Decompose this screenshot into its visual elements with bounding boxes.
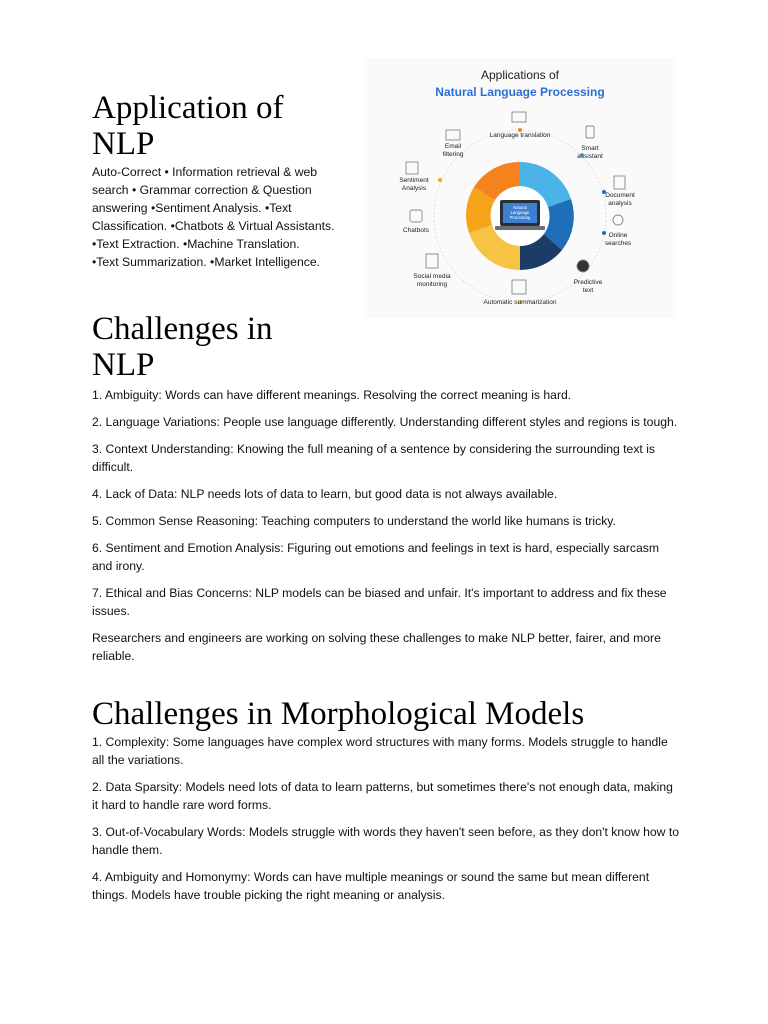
list-item: 7. Ethical and Bias Concerns: NLP models can be biased and unfair. It's important to address and fix these issues. [92,586,667,618]
label-predictive-text: text [582,287,594,294]
text-line: •Text Summarization. •Market Intelligence. [92,255,320,269]
label-predictive-text: Predictive [573,279,603,286]
list-item: 5. Common Sense Reasoning: Teaching computers to understand the world like humans is tricky. [92,514,616,528]
center-text-line: Processing [509,215,531,220]
title-line: NLP [92,347,155,383]
section-title-morphological-models: Challenges in Morphological Models [92,696,585,732]
title-line: Challenges in [92,311,273,347]
label-sentiment-analysis: Sentiment [399,177,429,184]
list-item: 1. Complexity: Some languages have complex word structures with many forms. Models struggle to handle all the variations. [92,735,668,767]
closing-paragraph: Researchers and engineers are working on solving these challenges to make NLP better, fairer, and more reliable. [92,631,661,663]
donut-ring [466,162,574,270]
label-online-searches: searches [604,240,632,247]
label-smart-assistant: Smart [581,145,599,152]
list-item: 2. Language Variations: People use language differently. Understanding different styles and regions is tough. [92,415,678,429]
label-document-analysis: Document [605,192,635,199]
label-email-filtering: Email [444,143,462,150]
list-item: 1. Ambiguity: Words can have different meanings. Resolving the correct meaning is hard. [92,388,572,402]
challenges-nlp-list [92,386,682,674]
center-text-line: Natural [513,205,527,210]
predictive-text-icon [577,260,589,272]
text-line: search • Grammar correction & Question [92,183,312,197]
label-social-media-monitoring: monitoring [416,281,448,288]
section-title-applications [92,90,352,162]
morphological-challenges-list [92,733,682,913]
title-line: NLP [92,126,155,162]
figure-title-line1: Applications of [480,68,560,82]
applications-paragraph [92,163,364,271]
label-automatic-summarization: Automatic summarization [483,299,557,306]
laptop-base [495,226,545,230]
label-email-filtering: filtering [442,151,464,158]
text-line: •Text Extraction. •Machine Translation. [92,237,300,251]
text-line: answering •Sentiment Analysis. •Text [92,201,292,215]
section-title-challenges-nlp [92,311,352,383]
ring-dot [602,231,606,235]
list-item: 3. Out-of-Vocabulary Words: Models struggle with words they haven't seen before, as they don't know how to handle them. [92,825,680,857]
ring-dot [438,178,442,182]
list-item: 6. Sentiment and Emotion Analysis: Figuring out emotions and feelings in text is hard, especially sarcasm and irony. [92,541,660,573]
list-item: 4. Ambiguity and Homonymy: Words can have multiple meanings or sound the same but mean different things. Models have trouble picking the right meaning or analysis. [92,870,650,902]
label-language-translation: Language translation [489,132,551,139]
label-smart-assistant: assistant [577,153,603,160]
label-online-searches: Online [608,232,628,239]
figure-title-line2: Natural Language Processing [435,85,605,99]
label-document-analysis: analysis [608,200,632,207]
list-item: 4. Lack of Data: NLP needs lots of data to learn, but good data is not always available. [92,487,558,501]
nlp-applications-figure [364,58,676,318]
label-sentiment-analysis: Analysis [401,185,427,192]
center-text-line: Language [510,210,530,215]
list-item: 3. Context Understanding: Knowing the full meaning of a sentence by considering the surrounding text is difficult. [92,442,655,474]
text-line: Auto-Correct • Information retrieval & web [92,165,318,179]
title-line: Application of [92,90,284,126]
label-social-media-monitoring: Social media [413,273,451,280]
text-line: Classification. •Chatbots & Virtual Assistants. [92,219,335,233]
list-item: 2. Data Sparsity: Models need lots of data to learn patterns, but sometimes there's not enough data, making it hard to handle rare word forms. [92,780,673,812]
label-chatbots: Chatbots [402,227,430,234]
